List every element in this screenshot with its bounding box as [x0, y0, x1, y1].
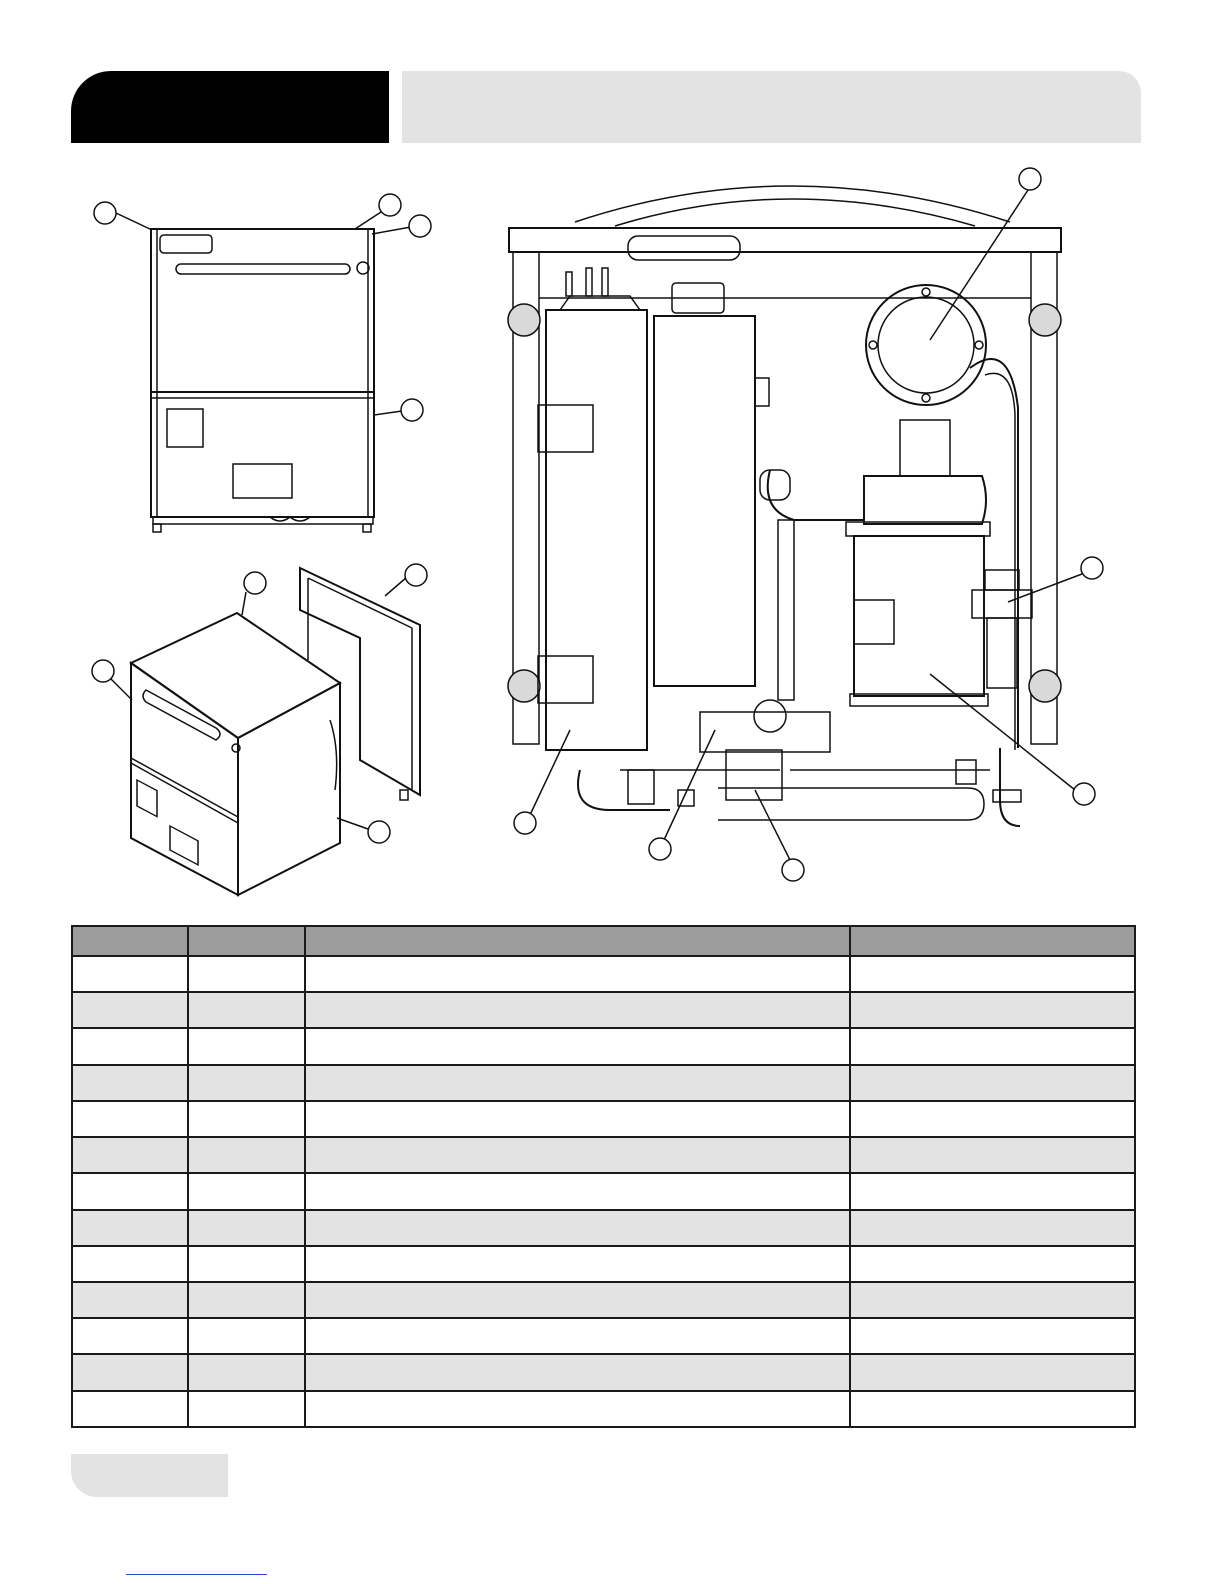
- footer-link[interactable]: [126, 1550, 267, 1575]
- table-cell: [305, 1246, 850, 1282]
- table-row: [72, 1101, 1135, 1137]
- front-view-drawing: [151, 229, 374, 532]
- table-cell: [72, 992, 188, 1028]
- table-cell: [72, 1101, 188, 1137]
- table-cell: [188, 1354, 304, 1390]
- table-cell: [188, 956, 304, 992]
- table-cell: [305, 956, 850, 992]
- callout-balloon: [244, 572, 266, 594]
- table-body: [72, 956, 1135, 1427]
- column-header: [850, 926, 1135, 956]
- table-cell: [72, 1210, 188, 1246]
- table-row: [72, 1173, 1135, 1209]
- column-header: [72, 926, 188, 956]
- table-row: [72, 1028, 1135, 1064]
- table-cell: [850, 1282, 1135, 1318]
- table-cell: [72, 1137, 188, 1173]
- table-cell: [188, 1246, 304, 1282]
- callout-balloon: [379, 194, 401, 216]
- main-view-drawing: [508, 186, 1082, 860]
- table-row: [72, 1282, 1135, 1318]
- column-header: [188, 926, 304, 956]
- table-cell: [72, 1173, 188, 1209]
- table-cell: [188, 1318, 304, 1354]
- table-cell: [188, 1210, 304, 1246]
- callout-balloon: [649, 838, 671, 860]
- table-cell: [850, 1101, 1135, 1137]
- callout-balloon: [1081, 557, 1103, 579]
- parts-table: [71, 925, 1136, 1428]
- table-cell: [188, 1028, 304, 1064]
- table-row: [72, 1246, 1135, 1282]
- table-row: [72, 1137, 1135, 1173]
- table-cell: [72, 1028, 188, 1064]
- table-cell: [188, 1137, 304, 1173]
- table-cell: [850, 1354, 1135, 1390]
- callout-balloon: [92, 660, 114, 682]
- table-row: [72, 1354, 1135, 1390]
- table-cell: [305, 1065, 850, 1101]
- page-number-tab: [71, 1454, 228, 1497]
- table-cell: [850, 956, 1135, 992]
- table-header-row: [72, 926, 1135, 956]
- table-cell: [72, 1246, 188, 1282]
- table-cell: [72, 1354, 188, 1390]
- column-header: [305, 926, 850, 956]
- table-cell: [850, 1137, 1135, 1173]
- table-cell: [305, 1210, 850, 1246]
- callout-balloon: [409, 215, 431, 237]
- table-cell: [850, 1065, 1135, 1101]
- table-cell: [850, 1210, 1135, 1246]
- table-row: [72, 1391, 1135, 1427]
- table-row: [72, 956, 1135, 992]
- callout-balloon: [1073, 783, 1095, 805]
- table-cell: [305, 1391, 850, 1427]
- table-cell: [305, 1173, 850, 1209]
- table-cell: [305, 1354, 850, 1390]
- table-cell: [305, 1137, 850, 1173]
- table-cell: [188, 1173, 304, 1209]
- table-cell: [305, 1318, 850, 1354]
- table-cell: [305, 1101, 850, 1137]
- table-cell: [850, 992, 1135, 1028]
- table-cell: [850, 1318, 1135, 1354]
- table-cell: [850, 1173, 1135, 1209]
- table-cell: [188, 1282, 304, 1318]
- table-cell: [72, 956, 188, 992]
- callout-balloon: [514, 812, 536, 834]
- table-cell: [850, 1246, 1135, 1282]
- table-cell: [188, 1391, 304, 1427]
- callout-balloon: [1019, 168, 1041, 190]
- table-row: [72, 992, 1135, 1028]
- callout-balloon: [401, 399, 423, 421]
- table-cell: [188, 992, 304, 1028]
- callout-balloon: [405, 564, 427, 586]
- table-cell: [305, 992, 850, 1028]
- table-cell: [850, 1391, 1135, 1427]
- table-cell: [188, 1101, 304, 1137]
- table-cell: [305, 1282, 850, 1318]
- callout-balloon: [368, 821, 390, 843]
- table-cell: [72, 1282, 188, 1318]
- callout-balloon: [94, 202, 116, 224]
- iso-view-drawing: [131, 568, 420, 895]
- table-cell: [305, 1028, 850, 1064]
- table-cell: [72, 1391, 188, 1427]
- table-cell: [850, 1028, 1135, 1064]
- table-row: [72, 1065, 1135, 1101]
- table-cell: [72, 1318, 188, 1354]
- iso-view-callouts: [92, 564, 427, 843]
- callout-balloon: [782, 859, 804, 881]
- table-row: [72, 1210, 1135, 1246]
- table-cell: [72, 1065, 188, 1101]
- table-row: [72, 1318, 1135, 1354]
- table-cell: [188, 1065, 304, 1101]
